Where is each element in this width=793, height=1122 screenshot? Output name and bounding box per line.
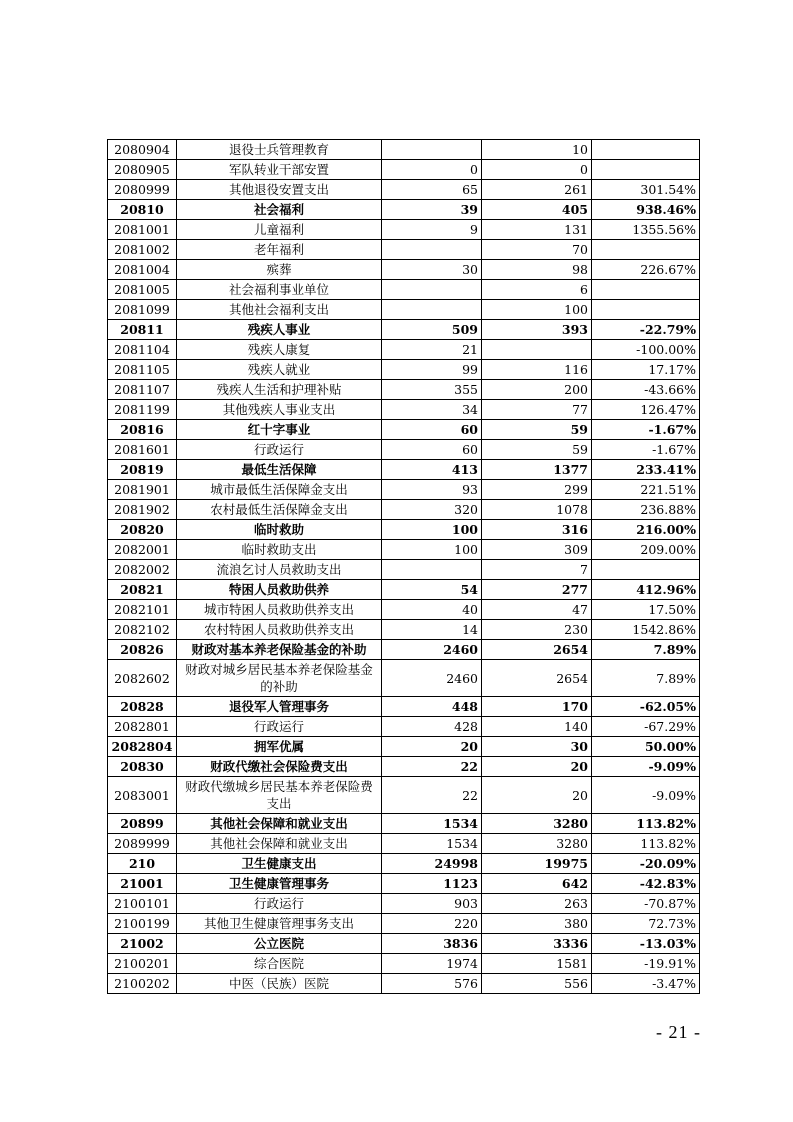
row-curr-value-cell: 277: [482, 580, 592, 600]
row-code-cell: 2100101: [108, 894, 177, 914]
row-code-cell: 2082602: [108, 660, 177, 697]
row-curr-value-cell: 309: [482, 540, 592, 560]
row-code-cell: 2081005: [108, 280, 177, 300]
row-curr-value-cell: 131: [482, 220, 592, 240]
row-code-cell: 21001: [108, 874, 177, 894]
row-curr-value-cell: 0: [482, 160, 592, 180]
table-row: [108, 954, 700, 974]
row-code-cell: 2081002: [108, 240, 177, 260]
row-curr-value-cell: 230: [482, 620, 592, 640]
row-change-percent-cell: 412.96%: [592, 580, 700, 600]
row-curr-value-cell: 59: [482, 440, 592, 460]
row-curr-value-cell: 100: [482, 300, 592, 320]
row-name-cell: 儿童福利: [177, 220, 382, 240]
row-change-percent-cell: 7.89%: [592, 660, 700, 697]
row-change-percent-cell: -9.09%: [592, 777, 700, 814]
table-row: [108, 640, 700, 660]
row-curr-value-cell: 6: [482, 280, 592, 300]
row-prev-value-cell: 3836: [382, 934, 482, 954]
row-name-cell: 社会福利事业单位: [177, 280, 382, 300]
row-code-cell: 2082001: [108, 540, 177, 560]
row-prev-value-cell: 60: [382, 440, 482, 460]
row-code-cell: 2081601: [108, 440, 177, 460]
page-number: - 21 -: [656, 1022, 701, 1042]
row-curr-value-cell: 10: [482, 140, 592, 160]
row-code-cell: 2082002: [108, 560, 177, 580]
row-name-cell: 城市特困人员救助供养支出: [177, 600, 382, 620]
row-change-percent-cell: 301.54%: [592, 180, 700, 200]
row-name-cell: 其他卫生健康管理事务支出: [177, 914, 382, 934]
table-row: [108, 934, 700, 954]
row-prev-value-cell: 21: [382, 340, 482, 360]
row-curr-value-cell: 140: [482, 717, 592, 737]
row-code-cell: 2089999: [108, 834, 177, 854]
row-prev-value-cell: 30: [382, 260, 482, 280]
row-name-cell: 红十字事业: [177, 420, 382, 440]
row-change-percent-cell: [592, 160, 700, 180]
row-prev-value-cell: [382, 300, 482, 320]
row-curr-value-cell: 47: [482, 600, 592, 620]
row-change-percent-cell: 72.73%: [592, 914, 700, 934]
row-prev-value-cell: 903: [382, 894, 482, 914]
row-name-cell: 农村特困人员救助供养支出: [177, 620, 382, 640]
row-code-cell: 20899: [108, 814, 177, 834]
row-name-cell: 财政代缴社会保险费支出: [177, 757, 382, 777]
row-code-cell: 20819: [108, 460, 177, 480]
row-curr-value-cell: 3336: [482, 934, 592, 954]
row-change-percent-cell: [592, 140, 700, 160]
row-name-cell: 流浪乞讨人员救助支出: [177, 560, 382, 580]
row-name-cell: 财政对城乡居民基本养老保险基金的补助: [177, 660, 382, 697]
row-code-cell: 2081105: [108, 360, 177, 380]
row-name-cell: 行政运行: [177, 717, 382, 737]
row-change-percent-cell: -100.00%: [592, 340, 700, 360]
row-prev-value-cell: [382, 280, 482, 300]
table-row: [108, 420, 700, 440]
row-code-cell: 2080905: [108, 160, 177, 180]
row-prev-value-cell: 60: [382, 420, 482, 440]
table-row: [108, 480, 700, 500]
row-code-cell: 20816: [108, 420, 177, 440]
table-row: [108, 400, 700, 420]
row-name-cell: 财政对基本养老保险基金的补助: [177, 640, 382, 660]
row-name-cell: 退役士兵管理教育: [177, 140, 382, 160]
table-row: [108, 660, 700, 697]
row-change-percent-cell: 209.00%: [592, 540, 700, 560]
row-code-cell: 2080904: [108, 140, 177, 160]
row-prev-value-cell: 9: [382, 220, 482, 240]
table-row: [108, 360, 700, 380]
row-name-cell: 残疾人生活和护理补贴: [177, 380, 382, 400]
row-curr-value-cell: 1377: [482, 460, 592, 480]
row-curr-value-cell: 2654: [482, 640, 592, 660]
row-curr-value-cell: 20: [482, 777, 592, 814]
row-change-percent-cell: -42.83%: [592, 874, 700, 894]
row-code-cell: 2081004: [108, 260, 177, 280]
row-prev-value-cell: 413: [382, 460, 482, 480]
row-curr-value-cell: 200: [482, 380, 592, 400]
row-change-percent-cell: -67.29%: [592, 717, 700, 737]
row-prev-value-cell: 54: [382, 580, 482, 600]
row-change-percent-cell: 7.89%: [592, 640, 700, 660]
row-prev-value-cell: 320: [382, 500, 482, 520]
row-name-cell: 临时救助支出: [177, 540, 382, 560]
row-name-cell: 卫生健康支出: [177, 854, 382, 874]
table-row: [108, 874, 700, 894]
row-name-cell: 卫生健康管理事务: [177, 874, 382, 894]
row-change-percent-cell: 17.17%: [592, 360, 700, 380]
table-row: [108, 240, 700, 260]
row-curr-value-cell: [482, 340, 592, 360]
row-prev-value-cell: [382, 140, 482, 160]
row-name-cell: 殡葬: [177, 260, 382, 280]
table-row: [108, 320, 700, 340]
row-name-cell: 残疾人事业: [177, 320, 382, 340]
row-prev-value-cell: 22: [382, 777, 482, 814]
row-curr-value-cell: 299: [482, 480, 592, 500]
row-prev-value-cell: 93: [382, 480, 482, 500]
row-change-percent-cell: 233.41%: [592, 460, 700, 480]
table-row: [108, 914, 700, 934]
row-curr-value-cell: 77: [482, 400, 592, 420]
table-row: [108, 460, 700, 480]
row-prev-value-cell: 100: [382, 540, 482, 560]
row-code-cell: 20810: [108, 200, 177, 220]
row-name-cell: 其他社会福利支出: [177, 300, 382, 320]
table-row: [108, 974, 700, 994]
row-change-percent-cell: -62.05%: [592, 697, 700, 717]
row-prev-value-cell: 355: [382, 380, 482, 400]
row-curr-value-cell: 116: [482, 360, 592, 380]
row-code-cell: 2100202: [108, 974, 177, 994]
row-curr-value-cell: 20: [482, 757, 592, 777]
row-code-cell: 210: [108, 854, 177, 874]
row-code-cell: 20811: [108, 320, 177, 340]
row-curr-value-cell: 98: [482, 260, 592, 280]
row-prev-value-cell: 99: [382, 360, 482, 380]
row-change-percent-cell: 236.88%: [592, 500, 700, 520]
row-code-cell: 20830: [108, 757, 177, 777]
row-prev-value-cell: 20: [382, 737, 482, 757]
row-code-cell: 20821: [108, 580, 177, 600]
row-prev-value-cell: [382, 240, 482, 260]
row-curr-value-cell: 263: [482, 894, 592, 914]
row-curr-value-cell: 1078: [482, 500, 592, 520]
row-prev-value-cell: 65: [382, 180, 482, 200]
row-prev-value-cell: 0: [382, 160, 482, 180]
row-code-cell: 2082801: [108, 717, 177, 737]
budget-table: [107, 139, 700, 994]
row-prev-value-cell: 509: [382, 320, 482, 340]
row-code-cell: 2100201: [108, 954, 177, 974]
row-change-percent-cell: -1.67%: [592, 420, 700, 440]
table-row: [108, 717, 700, 737]
row-code-cell: 2081001: [108, 220, 177, 240]
row-name-cell: 城市最低生活保障金支出: [177, 480, 382, 500]
row-curr-value-cell: 556: [482, 974, 592, 994]
row-prev-value-cell: 100: [382, 520, 482, 540]
row-change-percent-cell: [592, 240, 700, 260]
row-change-percent-cell: -70.87%: [592, 894, 700, 914]
row-name-cell: 退役军人管理事务: [177, 697, 382, 717]
row-prev-value-cell: 24998: [382, 854, 482, 874]
table-row: [108, 777, 700, 814]
row-prev-value-cell: 14: [382, 620, 482, 640]
row-name-cell: 老年福利: [177, 240, 382, 260]
row-code-cell: 20820: [108, 520, 177, 540]
row-name-cell: 农村最低生活保障金支出: [177, 500, 382, 520]
row-change-percent-cell: 226.67%: [592, 260, 700, 280]
table-row: [108, 854, 700, 874]
row-change-percent-cell: -22.79%: [592, 320, 700, 340]
row-code-cell: 2082804: [108, 737, 177, 757]
table-row: [108, 580, 700, 600]
table-row: [108, 500, 700, 520]
row-prev-value-cell: 448: [382, 697, 482, 717]
table-row: [108, 140, 700, 160]
row-change-percent-cell: -3.47%: [592, 974, 700, 994]
row-prev-value-cell: 22: [382, 757, 482, 777]
table-row: [108, 737, 700, 757]
table-row: [108, 757, 700, 777]
row-name-cell: 其他退役安置支出: [177, 180, 382, 200]
row-prev-value-cell: 576: [382, 974, 482, 994]
row-change-percent-cell: 1355.56%: [592, 220, 700, 240]
row-curr-value-cell: 316: [482, 520, 592, 540]
row-change-percent-cell: -43.66%: [592, 380, 700, 400]
row-prev-value-cell: 220: [382, 914, 482, 934]
table-row: [108, 520, 700, 540]
row-curr-value-cell: 170: [482, 697, 592, 717]
table-row: [108, 834, 700, 854]
row-curr-value-cell: 70: [482, 240, 592, 260]
row-prev-value-cell: 1534: [382, 834, 482, 854]
row-change-percent-cell: [592, 560, 700, 580]
row-curr-value-cell: 3280: [482, 814, 592, 834]
row-change-percent-cell: 216.00%: [592, 520, 700, 540]
row-curr-value-cell: 2654: [482, 660, 592, 697]
row-name-cell: 综合医院: [177, 954, 382, 974]
table-row: [108, 600, 700, 620]
row-code-cell: 2080999: [108, 180, 177, 200]
row-curr-value-cell: 3280: [482, 834, 592, 854]
row-code-cell: 2081099: [108, 300, 177, 320]
row-prev-value-cell: 1534: [382, 814, 482, 834]
row-name-cell: 其他残疾人事业支出: [177, 400, 382, 420]
row-prev-value-cell: 1974: [382, 954, 482, 974]
table-row: [108, 160, 700, 180]
row-prev-value-cell: 34: [382, 400, 482, 420]
row-change-percent-cell: 1542.86%: [592, 620, 700, 640]
row-curr-value-cell: 1581: [482, 954, 592, 974]
row-code-cell: 2081107: [108, 380, 177, 400]
table-row: [108, 220, 700, 240]
row-prev-value-cell: 1123: [382, 874, 482, 894]
row-curr-value-cell: 7: [482, 560, 592, 580]
row-name-cell: 军队转业干部安置: [177, 160, 382, 180]
table-row: [108, 814, 700, 834]
table-row: [108, 697, 700, 717]
row-name-cell: 中医（民族）医院: [177, 974, 382, 994]
row-code-cell: 2100199: [108, 914, 177, 934]
row-change-percent-cell: 113.82%: [592, 834, 700, 854]
row-code-cell: 2082102: [108, 620, 177, 640]
table-row: [108, 380, 700, 400]
row-curr-value-cell: 59: [482, 420, 592, 440]
row-code-cell: 20828: [108, 697, 177, 717]
row-prev-value-cell: 40: [382, 600, 482, 620]
row-change-percent-cell: -19.91%: [592, 954, 700, 974]
row-name-cell: 行政运行: [177, 440, 382, 460]
row-name-cell: 公立医院: [177, 934, 382, 954]
row-curr-value-cell: 393: [482, 320, 592, 340]
row-change-percent-cell: 938.46%: [592, 200, 700, 220]
table-row: [108, 894, 700, 914]
row-change-percent-cell: 113.82%: [592, 814, 700, 834]
row-prev-value-cell: 39: [382, 200, 482, 220]
row-prev-value-cell: [382, 560, 482, 580]
row-name-cell: 拥军优属: [177, 737, 382, 757]
row-code-cell: 21002: [108, 934, 177, 954]
row-change-percent-cell: [592, 300, 700, 320]
row-code-cell: 2082101: [108, 600, 177, 620]
row-change-percent-cell: 50.00%: [592, 737, 700, 757]
row-change-percent-cell: 221.51%: [592, 480, 700, 500]
table-row: [108, 440, 700, 460]
row-change-percent-cell: 17.50%: [592, 600, 700, 620]
table-row: [108, 340, 700, 360]
table-row: [108, 260, 700, 280]
table-row: [108, 560, 700, 580]
row-name-cell: 社会福利: [177, 200, 382, 220]
row-name-cell: 特困人员救助供养: [177, 580, 382, 600]
row-change-percent-cell: 126.47%: [592, 400, 700, 420]
row-curr-value-cell: 19975: [482, 854, 592, 874]
row-code-cell: 2081104: [108, 340, 177, 360]
row-name-cell: 其他社会保障和就业支出: [177, 814, 382, 834]
row-name-cell: 其他社会保障和就业支出: [177, 834, 382, 854]
row-name-cell: 残疾人就业: [177, 360, 382, 380]
row-name-cell: 行政运行: [177, 894, 382, 914]
table-row: [108, 200, 700, 220]
row-name-cell: 残疾人康复: [177, 340, 382, 360]
row-change-percent-cell: -9.09%: [592, 757, 700, 777]
row-curr-value-cell: 405: [482, 200, 592, 220]
row-curr-value-cell: 380: [482, 914, 592, 934]
row-change-percent-cell: -1.67%: [592, 440, 700, 460]
row-code-cell: 2081902: [108, 500, 177, 520]
table-row: [108, 280, 700, 300]
table-row: [108, 620, 700, 640]
row-prev-value-cell: 2460: [382, 640, 482, 660]
table-row: [108, 300, 700, 320]
table-row: [108, 540, 700, 560]
table-row: [108, 180, 700, 200]
row-change-percent-cell: -13.03%: [592, 934, 700, 954]
row-prev-value-cell: 2460: [382, 660, 482, 697]
row-curr-value-cell: 30: [482, 737, 592, 757]
row-curr-value-cell: 261: [482, 180, 592, 200]
budget-table-body: [108, 140, 700, 994]
row-change-percent-cell: [592, 280, 700, 300]
row-code-cell: 2083001: [108, 777, 177, 814]
row-prev-value-cell: 428: [382, 717, 482, 737]
row-code-cell: 2081199: [108, 400, 177, 420]
row-code-cell: 2081901: [108, 480, 177, 500]
row-code-cell: 20826: [108, 640, 177, 660]
row-name-cell: 财政代缴城乡居民基本养老保险费支出: [177, 777, 382, 814]
row-change-percent-cell: -20.09%: [592, 854, 700, 874]
row-name-cell: 临时救助: [177, 520, 382, 540]
row-curr-value-cell: 642: [482, 874, 592, 894]
row-name-cell: 最低生活保障: [177, 460, 382, 480]
